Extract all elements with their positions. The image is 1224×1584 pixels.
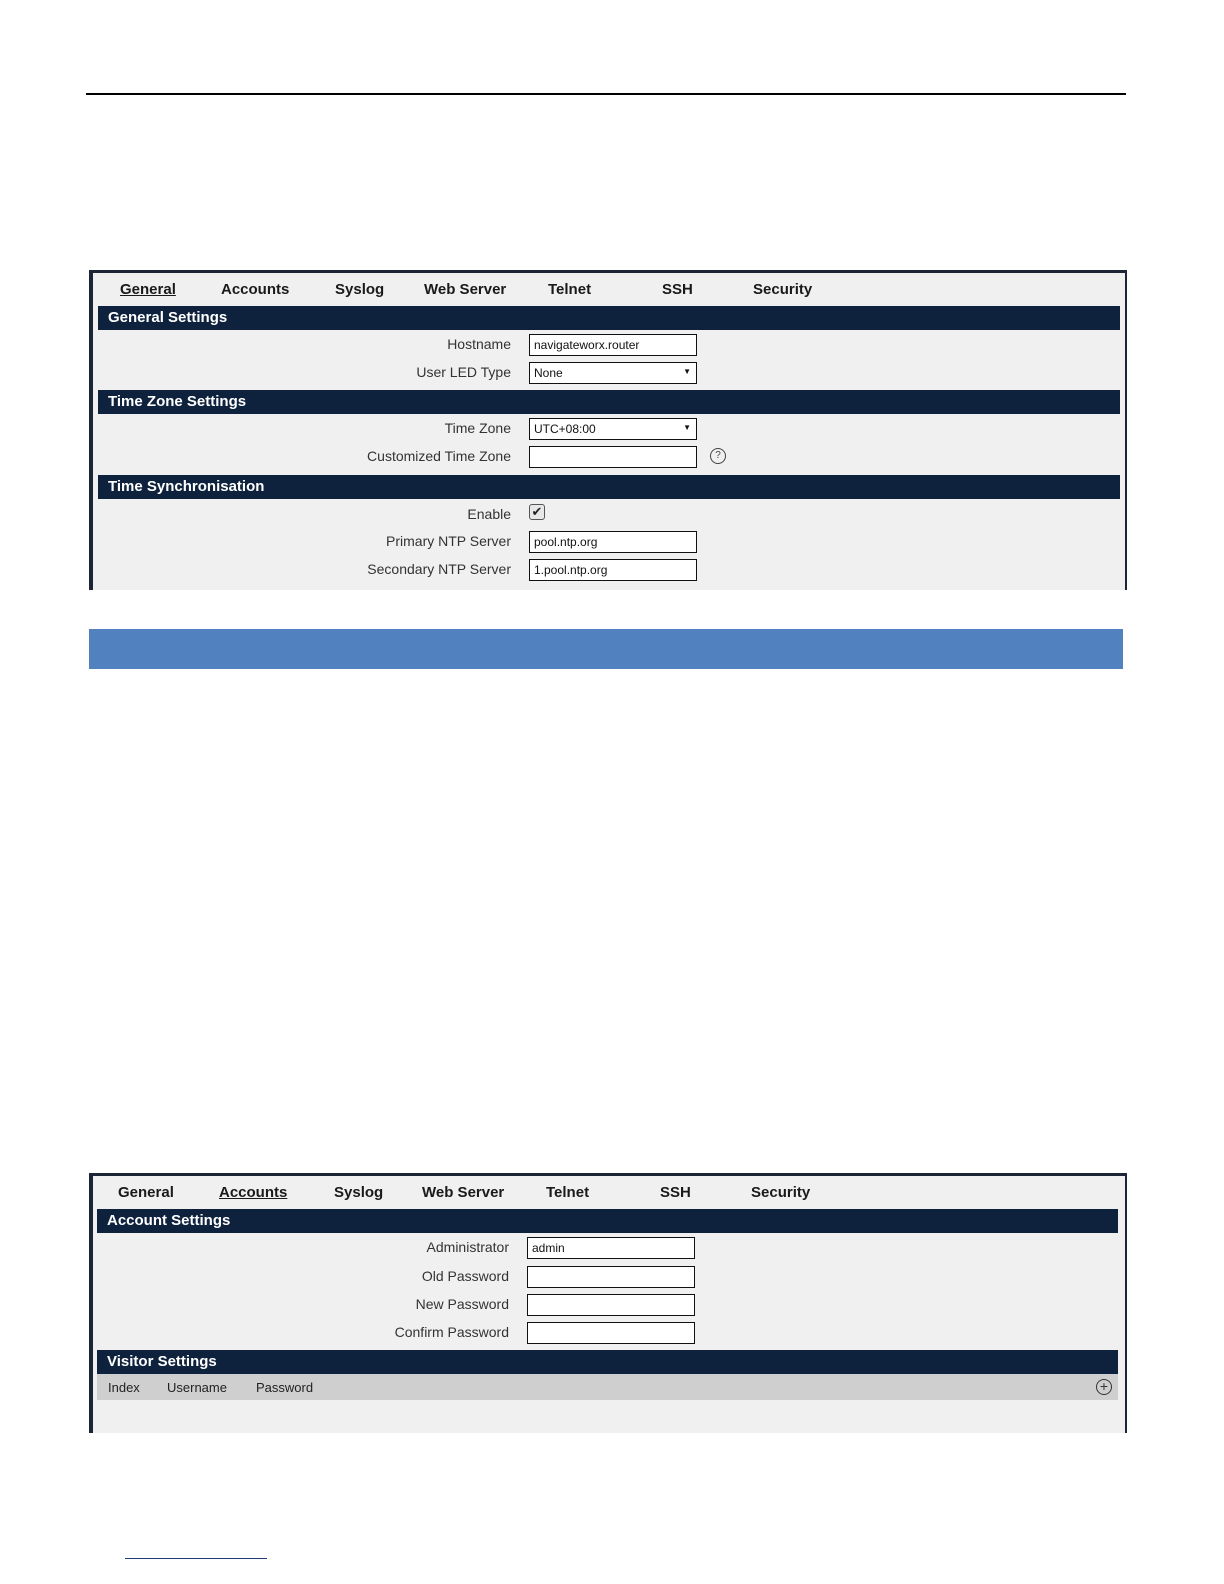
time-zone-row	[93, 416, 1125, 442]
new-password-input[interactable]	[527, 1294, 695, 1316]
tab-telnet[interactable]: Telnet	[548, 281, 592, 298]
account-settings-panel	[89, 1173, 1127, 1433]
primary-ntp-input[interactable]	[529, 531, 697, 553]
tab-general[interactable]: General	[118, 1184, 174, 1201]
chevron-down-icon: ▼	[683, 367, 691, 376]
time-zone-value: UTC+08:00	[534, 422, 596, 436]
custom-time-zone-input[interactable]	[529, 446, 697, 468]
new-password-row	[93, 1292, 1125, 1318]
tab-bar	[93, 1176, 1125, 1208]
visitor-settings-header: Visitor Settings	[97, 1350, 1118, 1374]
column-username: Username	[167, 1380, 227, 1395]
help-icon[interactable]: ?	[710, 448, 726, 464]
led-type-row	[93, 360, 1125, 386]
general-settings-header: General Settings	[98, 306, 1120, 330]
secondary-ntp-row	[93, 557, 1125, 583]
enable-label: Enable	[467, 506, 511, 522]
tab-syslog[interactable]: Syslog	[335, 281, 385, 298]
confirm-password-input[interactable]	[527, 1322, 695, 1344]
tab-web-server[interactable]: Web Server	[422, 1184, 505, 1201]
add-icon[interactable]: +	[1096, 1379, 1112, 1395]
secondary-ntp-label: Secondary NTP Server	[367, 561, 511, 577]
enable-row	[93, 502, 1125, 528]
column-index: Index	[108, 1380, 140, 1395]
led-type-select[interactable]	[529, 362, 697, 384]
time-zone-settings-header: Time Zone Settings	[98, 390, 1120, 414]
tab-web-server[interactable]: Web Server	[424, 281, 507, 298]
tab-general[interactable]: General	[120, 281, 176, 298]
footnote-rule	[125, 1558, 267, 1559]
administrator-label: Administrator	[426, 1239, 509, 1255]
tab-security[interactable]: Security	[753, 281, 813, 298]
secondary-ntp-input[interactable]	[529, 559, 697, 581]
old-password-label: Old Password	[421, 1268, 509, 1284]
general-settings-panel	[89, 270, 1127, 590]
hostname-row	[93, 332, 1125, 358]
tab-security[interactable]: Security	[751, 1184, 811, 1201]
confirm-password-row	[93, 1320, 1125, 1346]
tab-telnet[interactable]: Telnet	[546, 1184, 590, 1201]
administrator-row	[93, 1235, 1125, 1261]
hostname-label: Hostname	[447, 336, 511, 352]
custom-time-zone-row	[93, 444, 1125, 470]
administrator-input[interactable]	[527, 1237, 695, 1259]
tab-accounts[interactable]: Accounts	[221, 281, 290, 298]
time-sync-header: Time Synchronisation	[98, 475, 1120, 499]
time-zone-select[interactable]	[529, 418, 697, 440]
enable-checkbox[interactable]: ✔	[529, 504, 545, 520]
led-type-label: User LED Type	[416, 364, 511, 380]
new-password-label: New Password	[415, 1296, 509, 1312]
account-settings-header: Account Settings	[97, 1209, 1118, 1233]
visitor-table-header	[97, 1374, 1118, 1400]
chevron-down-icon: ▼	[683, 423, 691, 432]
top-rule	[86, 93, 1126, 95]
old-password-input[interactable]	[527, 1266, 695, 1288]
tab-ssh[interactable]: SSH	[660, 1184, 691, 1201]
custom-time-zone-label: Customized Time Zone	[367, 448, 511, 464]
primary-ntp-row	[93, 529, 1125, 555]
blue-banner	[89, 629, 1123, 669]
hostname-input[interactable]	[529, 334, 697, 356]
column-password: Password	[256, 1380, 314, 1395]
tab-syslog[interactable]: Syslog	[334, 1184, 384, 1201]
led-type-value: None	[534, 366, 563, 380]
primary-ntp-label: Primary NTP Server	[386, 533, 511, 549]
confirm-password-label: Confirm Password	[394, 1324, 509, 1340]
tab-accounts[interactable]: Accounts	[219, 1184, 288, 1201]
tab-ssh[interactable]: SSH	[662, 281, 693, 298]
tab-bar	[93, 273, 1125, 305]
time-zone-label: Time Zone	[444, 420, 511, 436]
old-password-row	[93, 1264, 1125, 1290]
